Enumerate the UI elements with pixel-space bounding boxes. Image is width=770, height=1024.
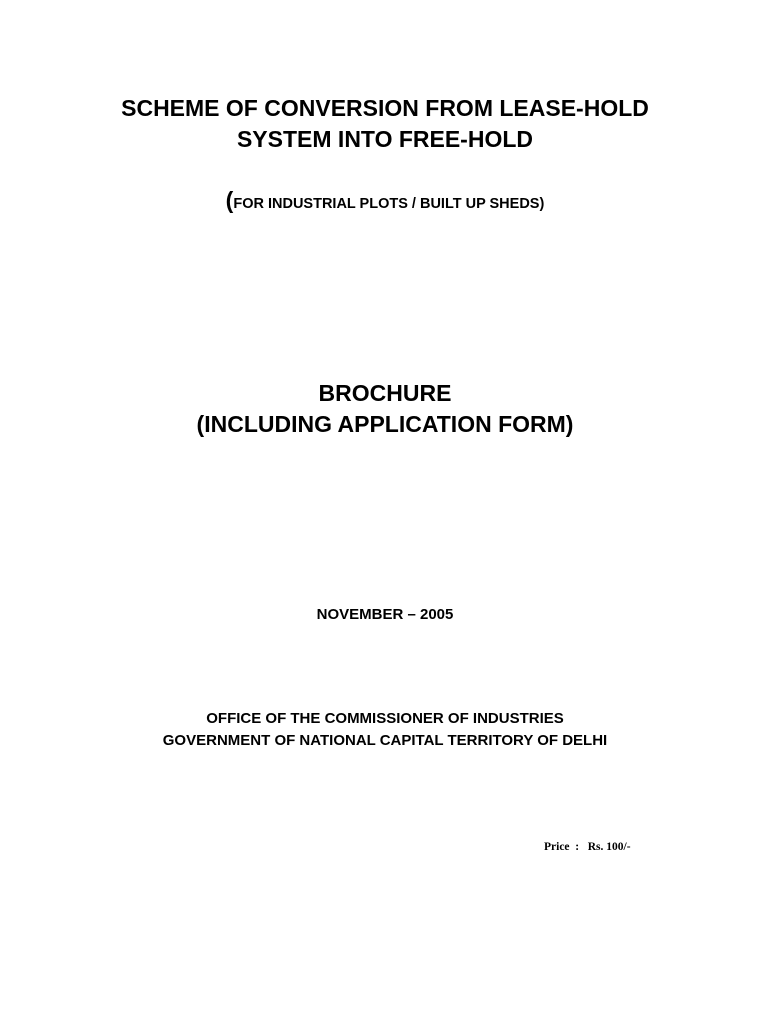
brochure-heading: BROCHURE [318, 380, 452, 406]
subtitle-open-paren: ( [225, 187, 234, 213]
brochure-subheading: (INCLUDING APPLICATION FORM) [196, 411, 574, 437]
subtitle-text: FOR INDUSTRIAL PLOTS / BUILT UP SHEDS) [233, 196, 545, 212]
office-line-1: OFFICE OF THE COMMISSIONER OF INDUSTRIES [206, 710, 564, 727]
price-label: Price : [544, 841, 580, 853]
subtitle [0, 186, 770, 218]
office-line-2: GOVERNMENT OF NATIONAL CAPITAL TERRITORY OF DELHI [162, 732, 608, 749]
title-line-1: SCHEME OF CONVERSION FROM LEASE-HOLD [121, 95, 649, 121]
document-date: NOVEMBER – 2005 [316, 606, 454, 623]
price [544, 838, 631, 856]
price-value: Rs. 100/- [587, 841, 631, 853]
title-line-2: SYSTEM INTO FREE-HOLD [236, 126, 534, 152]
